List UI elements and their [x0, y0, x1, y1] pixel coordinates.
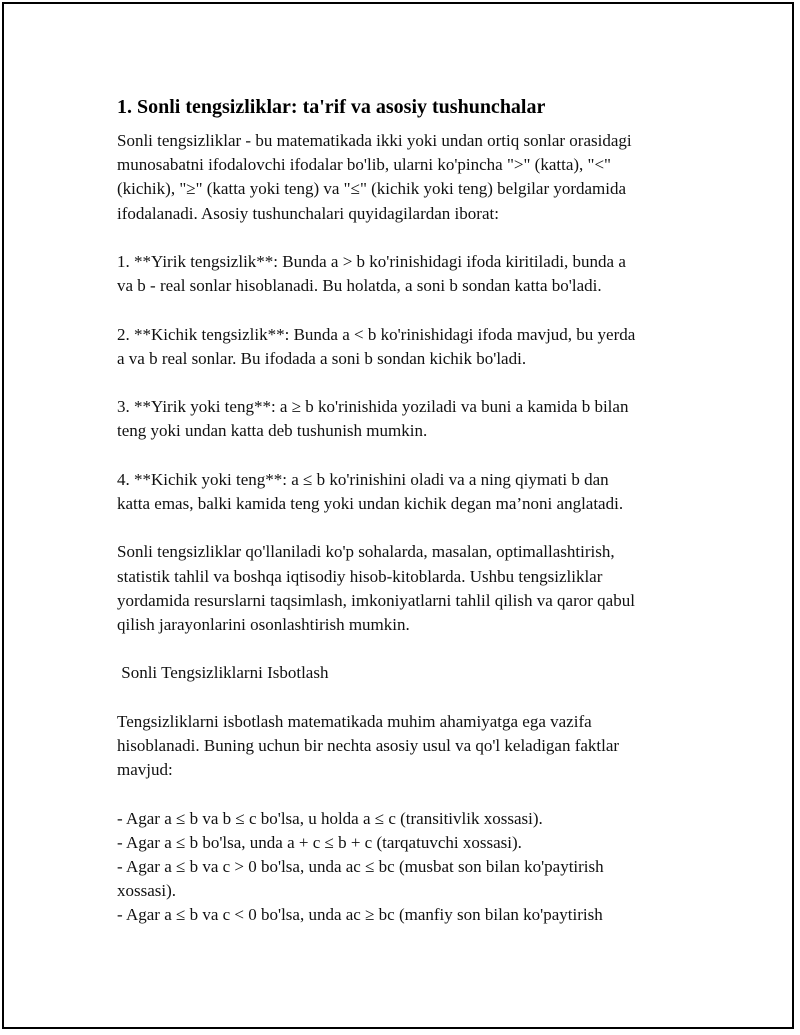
definition-item-1 — [117, 250, 692, 298]
fact-item — [117, 855, 692, 903]
proof-intro-line: Tengsizliklarni isbotlash matematikada muhim ahamiyatga ega vazifa — [117, 711, 592, 731]
definition-item-3 — [117, 395, 692, 443]
definition-line: va b - real sonlar hisoblanadi. Bu holatda, a soni b sondan katta bo'ladi. — [117, 276, 602, 296]
fact-line: - Agar a ≤ b bo'lsa, unda a + c ≤ b + c (tarqatuvchi xossasi). — [117, 832, 522, 852]
definition-line: 3. **Yirik yoki teng**: a ≥ b ko'rinishida yoziladi va buni a kamida b bilan — [117, 397, 629, 417]
applications-line: qilish jarayonlarini osonlashtirish mumkin. — [117, 614, 410, 634]
fact-line: xossasi). — [117, 881, 177, 901]
proof-subheading: Sonli Tengsizliklarni Isbotlash — [117, 663, 329, 683]
applications-line: statistik tahlil va boshqa iqtisodiy hisob-kitoblarda. Ushbu tengsizliklar — [117, 566, 603, 586]
applications-line: Sonli tengsizliklar qo'llaniladi ko'p sohalarda, masalan, optimallashtirish, — [117, 542, 615, 562]
intro-line: ifodalanadi. Asosiy tushunchalari quyidagilardan iborat: — [117, 203, 499, 223]
applications-paragraph — [117, 540, 692, 637]
proof-intro-line: mavjud: — [117, 760, 173, 780]
intro-paragraph — [117, 129, 692, 226]
applications-line: yordamida resurslarni taqsimlash, imkoniyatlarni tahlil qilish va qaror qabul — [117, 590, 635, 610]
definition-item-4 — [117, 468, 692, 516]
section-heading: 1. Sonli tengsizliklar: ta'rif va asosiy tushunchalar — [117, 96, 546, 118]
fact-line: - Agar a ≤ b va b ≤ c bo'lsa, u holda a ≤ c (transitivlik xossasi). — [117, 808, 543, 828]
facts-list — [117, 807, 692, 928]
fact-line: - Agar a ≤ b va c > 0 bo'lsa, unda ac ≤ bc (musbat son bilan ko'paytirish — [117, 856, 604, 876]
fact-item — [117, 903, 692, 927]
intro-line: Sonli tengsizliklar - bu matematikada ikki yoki undan ortiq sonlar orasidagi — [117, 131, 632, 150]
fact-line: - Agar a ≤ b va c < 0 bo'lsa, unda ac ≥ bc (manfiy son bilan ko'paytirish — [117, 905, 603, 925]
fact-item — [117, 831, 692, 855]
proof-intro-paragraph — [117, 710, 692, 783]
fact-item — [117, 807, 692, 831]
intro-line: (kichik), "≥" (katta yoki teng) va "≤" (kichik yoki teng) belgilar yordamida — [117, 179, 627, 199]
definition-item-2 — [117, 323, 692, 371]
definition-line: teng yoki undan katta deb tushunish mumkin. — [117, 421, 428, 441]
definition-line: a va b real sonlar. Bu ifodada a soni b sondan kichik bo'ladi. — [117, 348, 527, 368]
intro-line: munosabatni ifodalovchi ifodalar bo'lib, ularni ko'pincha ">" (katta), "<" — [117, 155, 611, 175]
definition-line: 4. **Kichik yoki teng**: a ≤ b ko'rinishini oladi va a ning qiymati b dan — [117, 469, 609, 489]
proof-intro-line: hisoblanadi. Buning uchun bir nechta asosiy usul va qo'l keladigan faktlar — [117, 735, 620, 755]
definition-line: 1. **Yirik tengsizlik**: Bunda a > b ko'rinishidagi ifoda kiritiladi, bunda a — [117, 252, 626, 271]
document-content — [117, 93, 692, 928]
definition-line: katta emas, balki kamida teng yoki undan kichik degan ma’noni anglatadi. — [117, 493, 624, 513]
definition-line: 2. **Kichik tengsizlik**: Bunda a < b ko'rinishidagi ifoda mavjud, bu yerda — [117, 324, 636, 344]
